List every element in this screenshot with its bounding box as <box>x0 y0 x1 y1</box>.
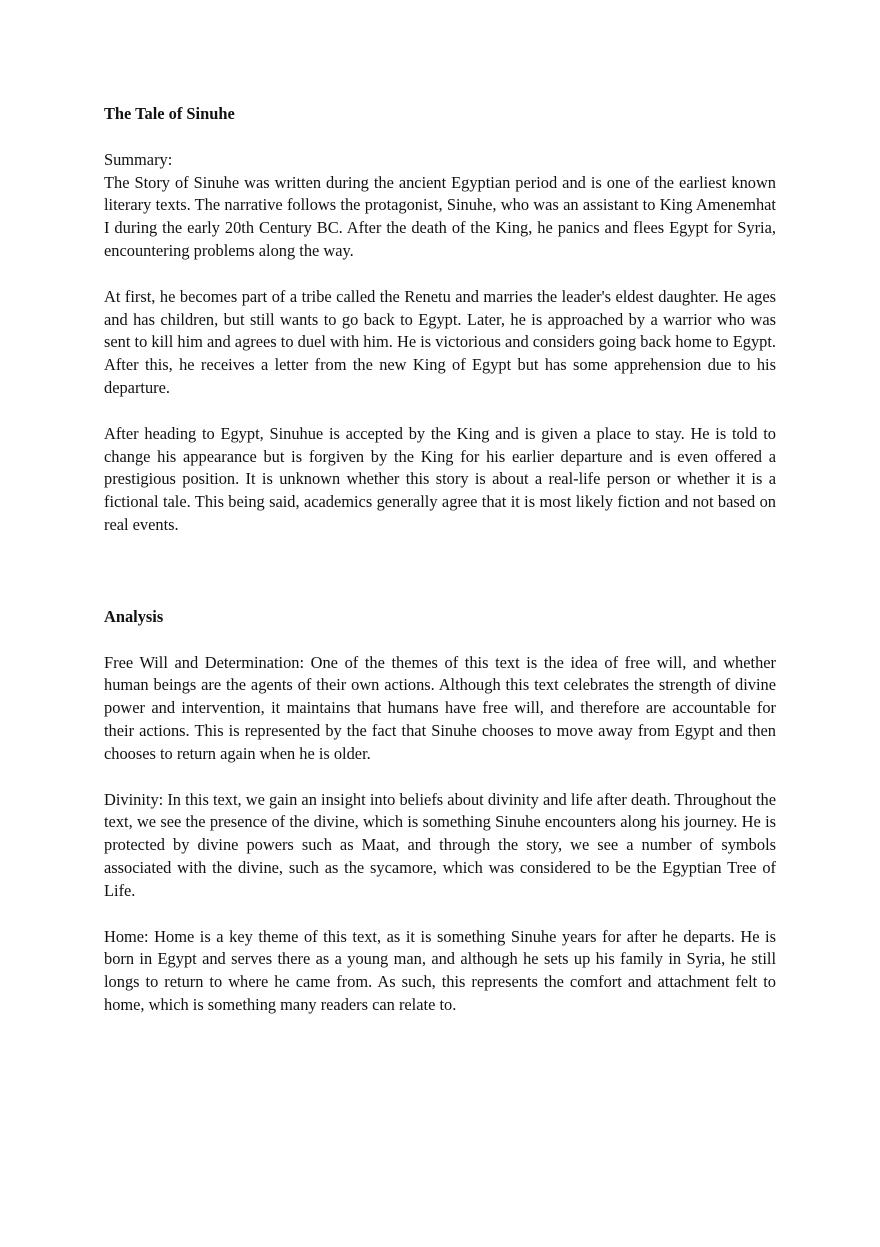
section-spacer <box>104 537 776 606</box>
spacer <box>104 400 776 423</box>
spacer <box>104 903 776 926</box>
spacer <box>104 126 776 149</box>
spacer <box>104 629 776 652</box>
document-page <box>104 103 776 1017</box>
analysis-paragraph-free-will: Free Will and Determination: One of the themes of this text is the idea of free will, and whether human beings are the agents of their own actions. Although this text celebrates the strength of divine power and intervention, it maintains that humans have free will, and therefore are accountable for their actions. This is represented by the fact that Sinuhe chooses to move away from Egypt and then chooses to return again when he is older. <box>104 652 776 763</box>
analysis-heading: Analysis <box>104 606 164 626</box>
analysis-paragraph-home: Home: Home is a key theme of this text, as it is something Sinuhe years for after he departs. He is born in Egypt and serves there as a young man, and although he sets up his family in Syria, he still longs to return to where he came from. As such, this represents the comfort and attachment felt to home, which is something many readers can relate to. <box>104 926 776 1014</box>
document-title: The Tale of Sinuhe <box>104 104 235 123</box>
spacer <box>104 263 776 286</box>
spacer <box>104 766 776 789</box>
summary-paragraph-2: At first, he becomes part of a tribe called the Renetu and marries the leader's eldest daughter. He ages and has children, but still wants to go back to Egypt. Later, he is approached by a warrior who was sent to kill him and agrees to duel with him. He is victorious and considers going back home to Egypt. After this, he receives a letter from the new King of Egypt but has some apprehension due to his departure. <box>104 286 776 397</box>
summary-label: Summary: <box>104 149 173 169</box>
summary-paragraph-3: After heading to Egypt, Sinuhue is accepted by the King and is given a place to stay. He is told to change his appearance but is forgiven by the King for his earlier departure and is even offered a prestigious position. It is unknown whether this story is about a real-life person or whether it is a fictional tale. This being said, academics generally agree that it is most likely fiction and not based on real events. <box>104 423 776 534</box>
summary-paragraph-1: The Story of Sinuhe was written during the ancient Egyptian period and is one of the earliest known literary texts. The narrative follows the protagonist, Sinuhe, who was an assistant to King Amenemhat I during the early 20th Century BC. After the death of the King, he panics and flees Egypt for Syria, encountering problems along the way. <box>104 172 776 260</box>
analysis-paragraph-divinity: Divinity: In this text, we gain an insight into beliefs about divinity and life after death. Throughout the text, we see the presence of the divine, which is something Sinuhe encounters along his journey. He is protected by divine powers such as Maat, and through the story, we see a number of symbols associated with the divine, such as the sycamore, which was considered to be the Egyptian Tree of Life. <box>104 789 776 900</box>
